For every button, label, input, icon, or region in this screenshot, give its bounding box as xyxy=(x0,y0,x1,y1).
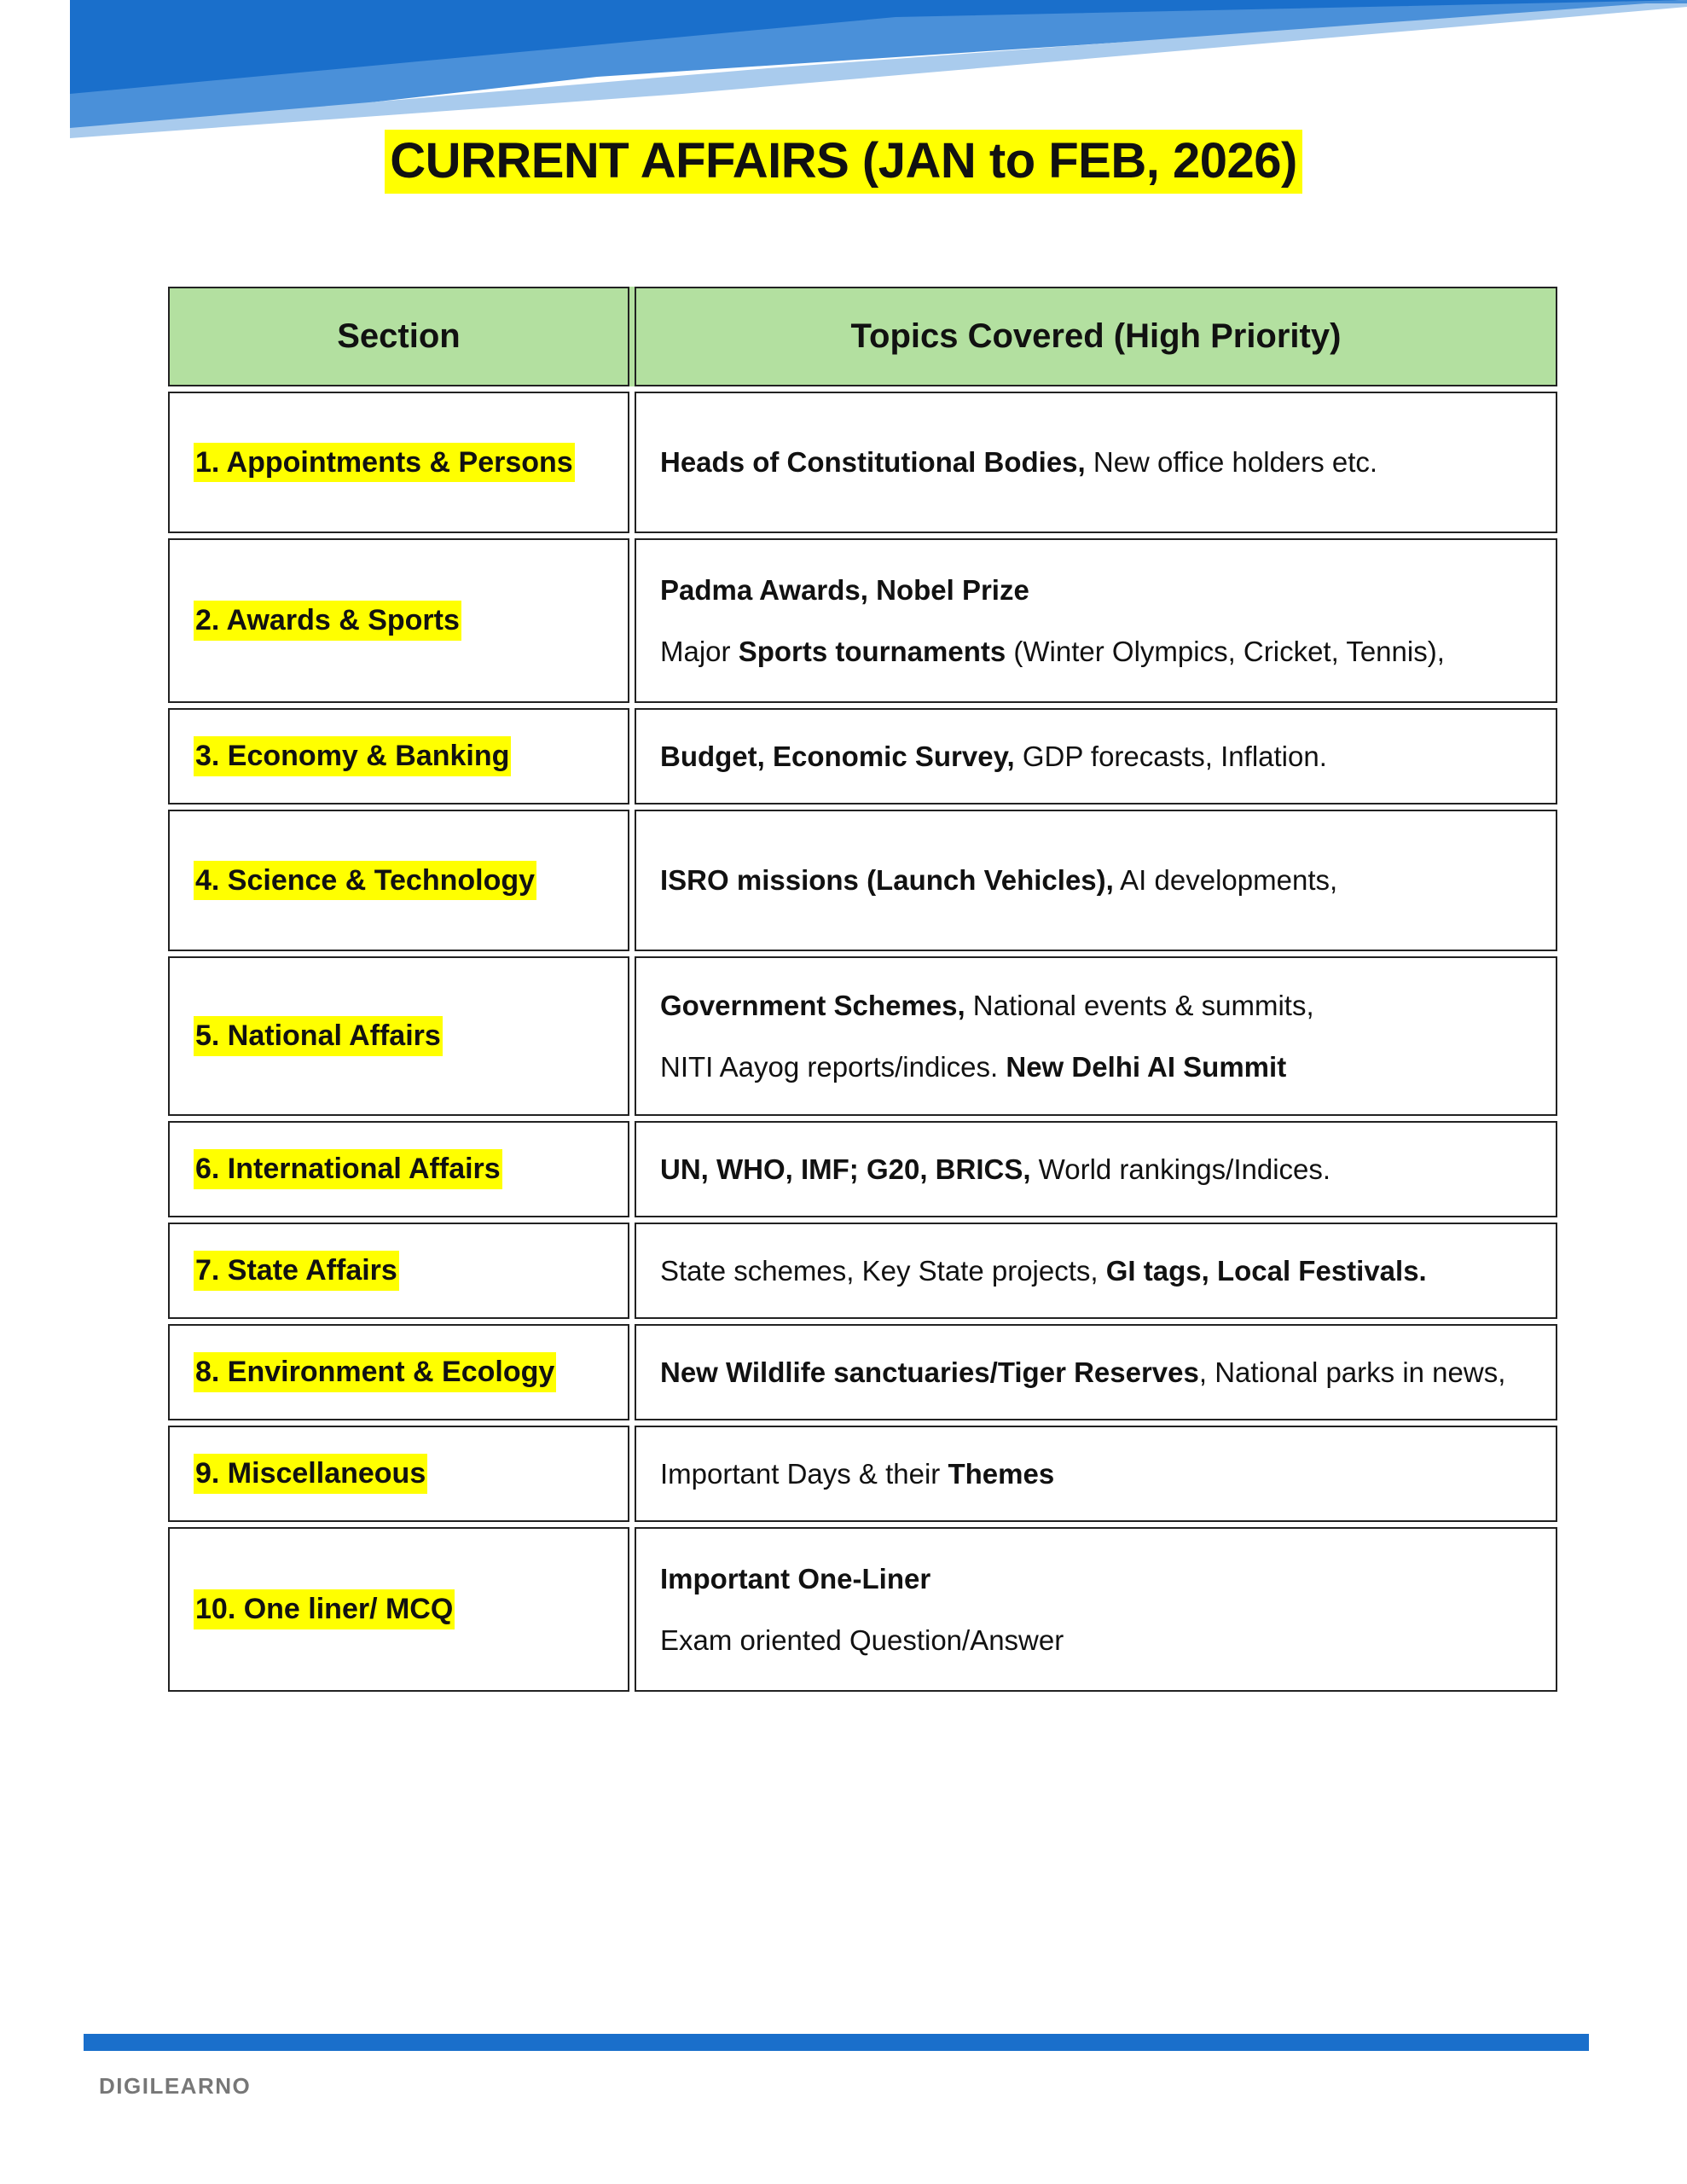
section-cell xyxy=(168,1324,629,1420)
topic-line xyxy=(660,1561,1556,1596)
topic-text: Important One-Liner xyxy=(660,1563,931,1595)
table-row xyxy=(168,538,1557,703)
topic-text: GI tags, Local Festivals. xyxy=(1105,1254,1427,1287)
topic-text: AI developments, xyxy=(1113,864,1338,897)
topic-text: Themes xyxy=(948,1457,1055,1490)
topic-text: (Winter Olympics, Cricket, Tennis), xyxy=(1006,635,1445,667)
topic-text: Heads of Constitutional Bodies, xyxy=(660,446,1086,479)
section-cell xyxy=(168,1426,629,1522)
topics-cell xyxy=(635,392,1557,533)
topic-line xyxy=(660,1456,1556,1491)
topic-line xyxy=(660,988,1556,1023)
section-cell xyxy=(168,810,629,951)
topic-text: Important Days & their xyxy=(660,1457,948,1490)
topics-cell xyxy=(635,1223,1557,1319)
topics-table xyxy=(168,282,1557,1697)
topic-text: GDP forecasts, Inflation. xyxy=(1014,740,1327,772)
topic-text: National events & summits, xyxy=(965,990,1314,1022)
topic-line xyxy=(660,572,1556,607)
topics-cell xyxy=(635,708,1557,804)
topic-line xyxy=(660,863,1556,897)
header-section: Section xyxy=(168,287,629,386)
section-cell xyxy=(168,1223,629,1319)
topic-text: UN, WHO, IMF; G20, BRICS, xyxy=(660,1153,1031,1185)
header-topics: Topics Covered (High Priority) xyxy=(635,287,1557,386)
topic-text: Major xyxy=(660,635,739,667)
page-title: CURRENT AFFAIRS (JAN to FEB, 2026) xyxy=(385,130,1302,194)
topic-line xyxy=(660,739,1556,774)
table-row xyxy=(168,810,1557,951)
section-cell xyxy=(168,1527,629,1692)
table-row xyxy=(168,392,1557,533)
topics-cell xyxy=(635,810,1557,951)
topic-line xyxy=(660,1623,1556,1658)
section-cell xyxy=(168,708,629,804)
topic-text: NITI Aayog reports/indices. xyxy=(660,1050,1006,1083)
topic-line xyxy=(660,1355,1556,1390)
section-label: 4. Science & Technology xyxy=(194,861,536,901)
topic-text: New Wildlife sanctuaries/Tiger Reserves xyxy=(660,1356,1199,1388)
section-label: 2. Awards & Sports xyxy=(194,601,461,641)
topics-cell xyxy=(635,538,1557,703)
topics-cell xyxy=(635,1324,1557,1420)
section-cell xyxy=(168,956,629,1116)
topic-text: , National parks in news, xyxy=(1198,1356,1506,1388)
topic-text: Sports tournaments xyxy=(738,635,1006,667)
topic-text: New office holders etc. xyxy=(1085,446,1378,479)
table-header-row xyxy=(168,287,1557,386)
table-row xyxy=(168,1426,1557,1522)
topic-line xyxy=(660,1253,1556,1288)
topic-line xyxy=(660,1152,1556,1187)
topic-text: Government Schemes, xyxy=(660,990,965,1022)
topics-cell xyxy=(635,1121,1557,1217)
section-label: 3. Economy & Banking xyxy=(194,736,511,776)
table-row xyxy=(168,1324,1557,1420)
header-banner xyxy=(0,0,1687,145)
table-row xyxy=(168,1223,1557,1319)
section-label: 9. Miscellaneous xyxy=(194,1454,427,1494)
topic-text: Padma Awards, Nobel Prize xyxy=(660,574,1029,607)
topic-text: Budget, Economic Survey, xyxy=(660,740,1015,772)
topic-text: World rankings/Indices. xyxy=(1030,1153,1331,1185)
section-label: 7. State Affairs xyxy=(194,1251,399,1291)
section-label: 6. International Affairs xyxy=(194,1149,502,1189)
topic-text: State schemes, Key State projects, xyxy=(660,1254,1106,1287)
footer-bar xyxy=(84,2034,1589,2051)
table-row xyxy=(168,708,1557,804)
topics-cell xyxy=(635,1426,1557,1522)
topics-cell xyxy=(635,956,1557,1116)
section-label: 8. Environment & Ecology xyxy=(194,1352,556,1392)
section-label: 10. One liner/ MCQ xyxy=(194,1589,455,1629)
topic-text: New Delhi AI Summit xyxy=(1006,1050,1287,1083)
table-row xyxy=(168,1121,1557,1217)
section-cell xyxy=(168,392,629,533)
topic-line xyxy=(660,444,1556,479)
topic-text: Exam oriented Question/Answer xyxy=(660,1623,1064,1656)
table-row xyxy=(168,956,1557,1116)
table-row xyxy=(168,1527,1557,1692)
section-label: 5. National Affairs xyxy=(194,1016,443,1056)
topic-text: ISRO missions (Launch Vehicles), xyxy=(660,864,1114,897)
topic-line xyxy=(660,634,1556,669)
footer-brand: DIGILEARNO xyxy=(99,2073,252,2099)
topics-cell xyxy=(635,1527,1557,1692)
section-cell xyxy=(168,538,629,703)
section-label: 1. Appointments & Persons xyxy=(194,443,575,483)
section-cell xyxy=(168,1121,629,1217)
topic-line xyxy=(660,1049,1556,1084)
